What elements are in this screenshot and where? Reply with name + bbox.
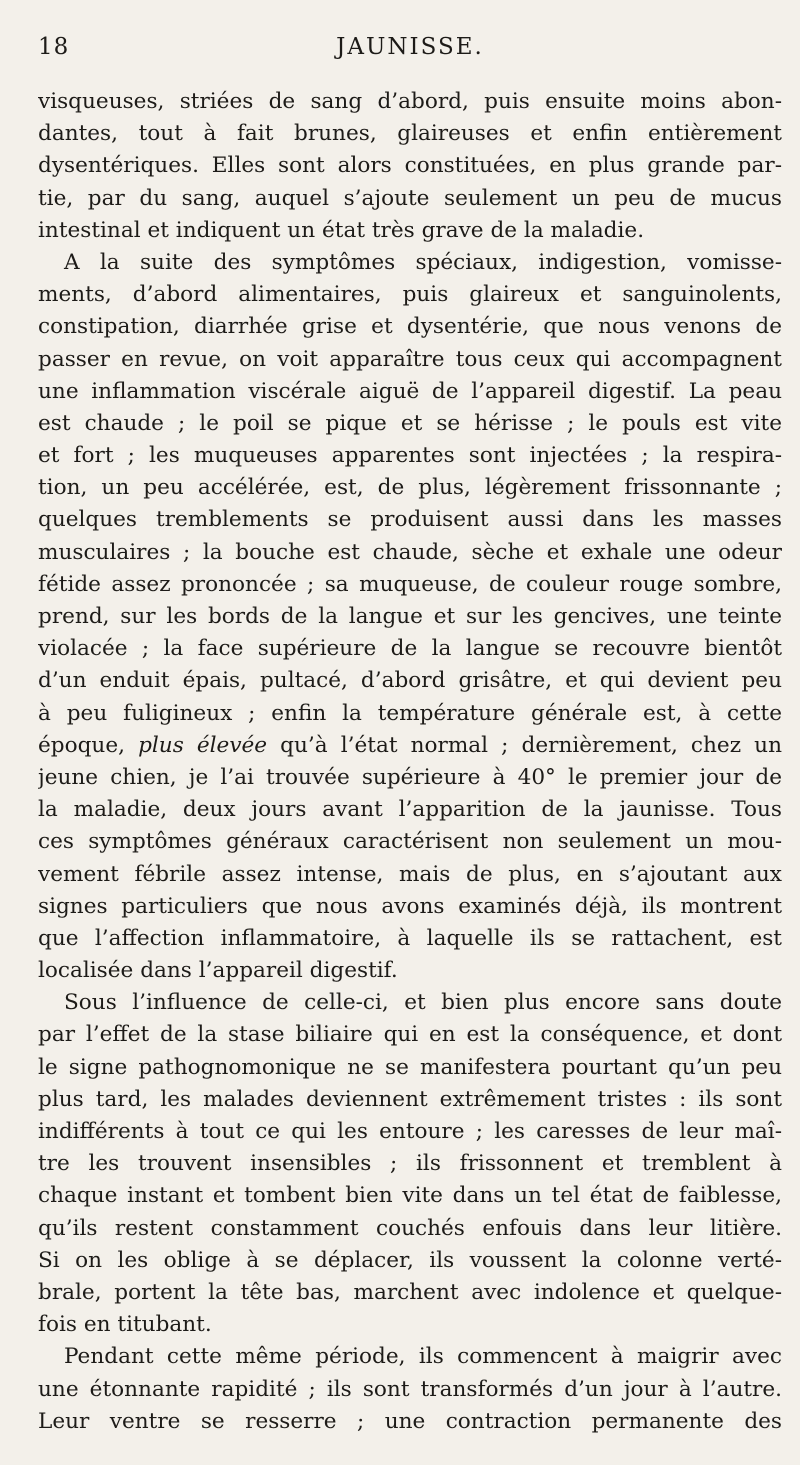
- text-segment: qu’à l’état normal ; dernièrement, chez un: [267, 732, 782, 758]
- text-line: dysentériques. Elles sont alors constituées, en plus grande par-: [38, 153, 782, 179]
- text-line: tie, par du sang, auquel s’ajoute seulement un peu de mucus: [38, 185, 782, 211]
- text-line: que l’affection inflammatoire, à laquelle ils se rattachent, est: [38, 925, 782, 951]
- text-line: d’un enduit épais, pultacé, d’abord grisâtre, et qui devient peu: [38, 668, 782, 694]
- text-line: à peu fuligineux ; enfin la température générale est, à cette: [38, 700, 782, 726]
- text-line: prend, sur les bords de la langue et sur les gencives, une teinte: [38, 604, 782, 629]
- text-line: Leur ventre se resserre ; une contraction permanente des: [38, 1408, 782, 1434]
- text-line: par l’effet de la stase biliaire qui en est la conséquence, et dont: [38, 1022, 782, 1048]
- text-line: chaque instant et tombent bien vite dans un tel état de faiblesse,: [38, 1183, 782, 1209]
- text-line: plus tard, les malades deviennent extrêmement tristes : ils sont: [38, 1086, 782, 1112]
- text-line: est chaude ; le poil se pique et se hérisse ; le pouls est vite: [38, 410, 782, 436]
- text-line: constipation, diarrhée grise et dysentérie, que nous venons de: [38, 314, 782, 340]
- text-line: Pendant cette même période, ils commencent à maigrir avec: [64, 1344, 782, 1370]
- italic-emphasis: plus élevée: [138, 732, 268, 758]
- text-segment: époque,: [38, 732, 139, 758]
- text-line: A la suite des symptômes spéciaux, indigestion, vomisse-: [64, 249, 782, 275]
- page-number: 18: [38, 34, 70, 60]
- text-line: et fort ; les muqueuses apparentes sont injectées ; la respira-: [38, 443, 782, 469]
- text-line: tion, un peu accélérée, est, de plus, légèrement frissonnante ;: [38, 475, 782, 501]
- text-line: ments, d’abord alimentaires, puis glaireux et sanguinolents,: [38, 282, 782, 308]
- page-header: [38, 30, 782, 66]
- text-line: quelques tremblements se produisent aussi dans les masses: [38, 507, 782, 533]
- text-line: la maladie, deux jours avant l’apparition de la jaunisse. Tous: [38, 797, 782, 823]
- text-line: Sous l’influence de celle-ci, et bien plus encore sans doute: [64, 990, 782, 1016]
- text-line: musculaires ; la bouche est chaude, sèche et exhale une odeur: [38, 539, 782, 565]
- text-line: jeune chien, je l’ai trouvée supérieure à 40° le premier jour de: [38, 764, 782, 790]
- text-line: brale, portent la tête bas, marchent avec indolence et quelque-: [38, 1279, 782, 1305]
- body-text: [38, 86, 782, 1438]
- text-line: [38, 730, 782, 762]
- text-line: visqueuses, striées de sang d’abord, puis ensuite moins abon-: [38, 89, 782, 114]
- text-line: qu’ils restent constamment couchés enfouis dans leur litière.: [38, 1215, 782, 1241]
- text-line: une étonnante rapidité ; ils sont transformés d’un jour à l’autre.: [38, 1376, 782, 1402]
- text-line: intestinal et indiquent un état très grave de la maladie.: [38, 217, 645, 243]
- text-line: vement fébrile assez intense, mais de plus, en s’ajoutant aux: [38, 861, 782, 887]
- text-line: dantes, tout à fait brunes, glaireuses et enfin entièrement: [38, 121, 782, 147]
- text-line: signes particuliers que nous avons examinés déjà, ils montrent: [38, 893, 782, 919]
- text-line: fois en titubant.: [38, 1312, 212, 1338]
- text-line: Si on les oblige à se déplacer, ils voussent la colonne verté-: [38, 1247, 782, 1273]
- text-line: localisée dans l’appareil digestif.: [38, 958, 398, 984]
- text-line: fétide assez prononcée ; sa muqueuse, de couleur rouge sombre,: [38, 571, 782, 597]
- text-line: passer en revue, on voit apparaître tous ceux qui accompagnent: [38, 346, 782, 372]
- text-line: ces symptômes généraux caractérisent non seulement un mou-: [38, 829, 782, 855]
- text-line: tre les trouvent insensibles ; ils frissonnent et tremblent à: [38, 1151, 782, 1177]
- text-line: le signe pathognomonique ne se manifestera pourtant qu’un peu: [38, 1054, 782, 1080]
- text-line: une inflammation viscérale aiguë de l’appareil digestif. La peau: [38, 378, 782, 404]
- text-line: violacée ; la face supérieure de la langue se recouvre bientôt: [38, 636, 782, 662]
- text-line: indifférents à tout ce qui les entoure ; les caresses de leur maî-: [38, 1119, 782, 1144]
- running-title: JAUNISSE.: [336, 34, 484, 60]
